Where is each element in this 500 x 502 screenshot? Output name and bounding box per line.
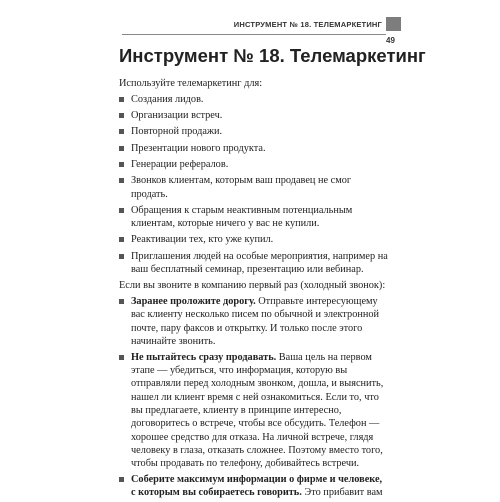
square-bullet-icon: [119, 146, 124, 151]
list-item-text: Приглашения людей на особые мероприятия, например на ваш бесплатный семинар, презентацию или вебинар.: [131, 250, 388, 276]
list-item: [119, 109, 389, 122]
square-bullet-icon: [119, 355, 124, 360]
tip-heading: Не пытайтесь сразу продавать.: [131, 351, 277, 363]
list-item-text: Звонков клиентам, которым ваш продавец не смог продать.: [131, 175, 352, 200]
page-title: Инструмент № 18. Телемаркетинг: [119, 45, 426, 66]
list-item: [119, 295, 389, 348]
list-item: [119, 158, 389, 171]
list-item: [119, 233, 389, 246]
list-item: [119, 250, 389, 277]
header-rule: [122, 34, 386, 35]
list-item: [119, 142, 389, 155]
page-number: 49: [386, 36, 395, 45]
body-text: [119, 77, 389, 502]
uses-list: [119, 93, 389, 277]
list-item-text: Генерации рефералов.: [131, 158, 229, 170]
square-bullet-icon: [119, 477, 124, 482]
square-bullet-icon: [119, 254, 124, 259]
tip-text: Ваша цель на первом этапе — убедиться, что информация, которую вы отправляли перед холодным звонком, дошла, и выяснить, нашел ли клиент время с ней ознакомиться. Если то, что вы предлагаете, клиенту в принципе интересно, договоритесь о встрече, чтобы все обсудить. Телефон — хорошее средство для отказа. На личной встрече, глядя человеку в глаза, отказать сложнее. Поэтому вместо того, чтобы продавать по телефону, добивайтесь встречи.: [131, 351, 384, 470]
list-item: [119, 125, 389, 138]
page-tab-marker: [386, 17, 401, 31]
cold-call-tips-list: [119, 295, 389, 499]
list-item-text: Организации встреч.: [131, 110, 223, 122]
square-bullet-icon: [119, 97, 124, 102]
square-bullet-icon: [119, 237, 124, 242]
list-item-text: Реактивации тех, кто уже купил.: [131, 234, 274, 246]
list-item-text: Презентации нового продукта.: [131, 142, 266, 154]
square-bullet-icon: [119, 208, 124, 213]
square-bullet-icon: [119, 178, 124, 183]
tip-text: Это прибавит вам: [301, 487, 383, 499]
list-item: [119, 93, 389, 106]
list-item-text: Обращения к старым неактивным потенциальным клиентам, которые ничего у вас не купили.: [131, 204, 353, 230]
square-bullet-icon: [119, 299, 124, 304]
list-item: [119, 174, 389, 201]
tip-heading: Заранее проложите дорогу.: [131, 296, 256, 308]
cold-call-intro: Если вы звоните в компанию первый раз (холодный звонок):: [119, 280, 386, 292]
running-head: ИНСТРУМЕНТ № 18. ТЕЛЕМАРКЕТИНГ: [233, 20, 382, 29]
tip-heading: Соберите максимум информации о фирме и человеке, с которым вы собираетесь говорить.: [131, 474, 383, 499]
square-bullet-icon: [119, 162, 124, 167]
list-item: [119, 204, 389, 231]
list-item: [119, 351, 389, 471]
list-item-text: Создания лидов.: [131, 93, 204, 105]
square-bullet-icon: [119, 113, 124, 118]
square-bullet-icon: [119, 129, 124, 134]
tip-text: Отправьте интересующему вас клиенту несколько писем по обычной и электронной почте, пару факсов и открытку. И только после этого начинайте звонить.: [131, 296, 380, 348]
list-item: [119, 473, 389, 500]
list-item-text: Повторной продажи.: [131, 126, 223, 138]
intro-paragraph: Используйте телемаркетинг для:: [119, 78, 263, 89]
